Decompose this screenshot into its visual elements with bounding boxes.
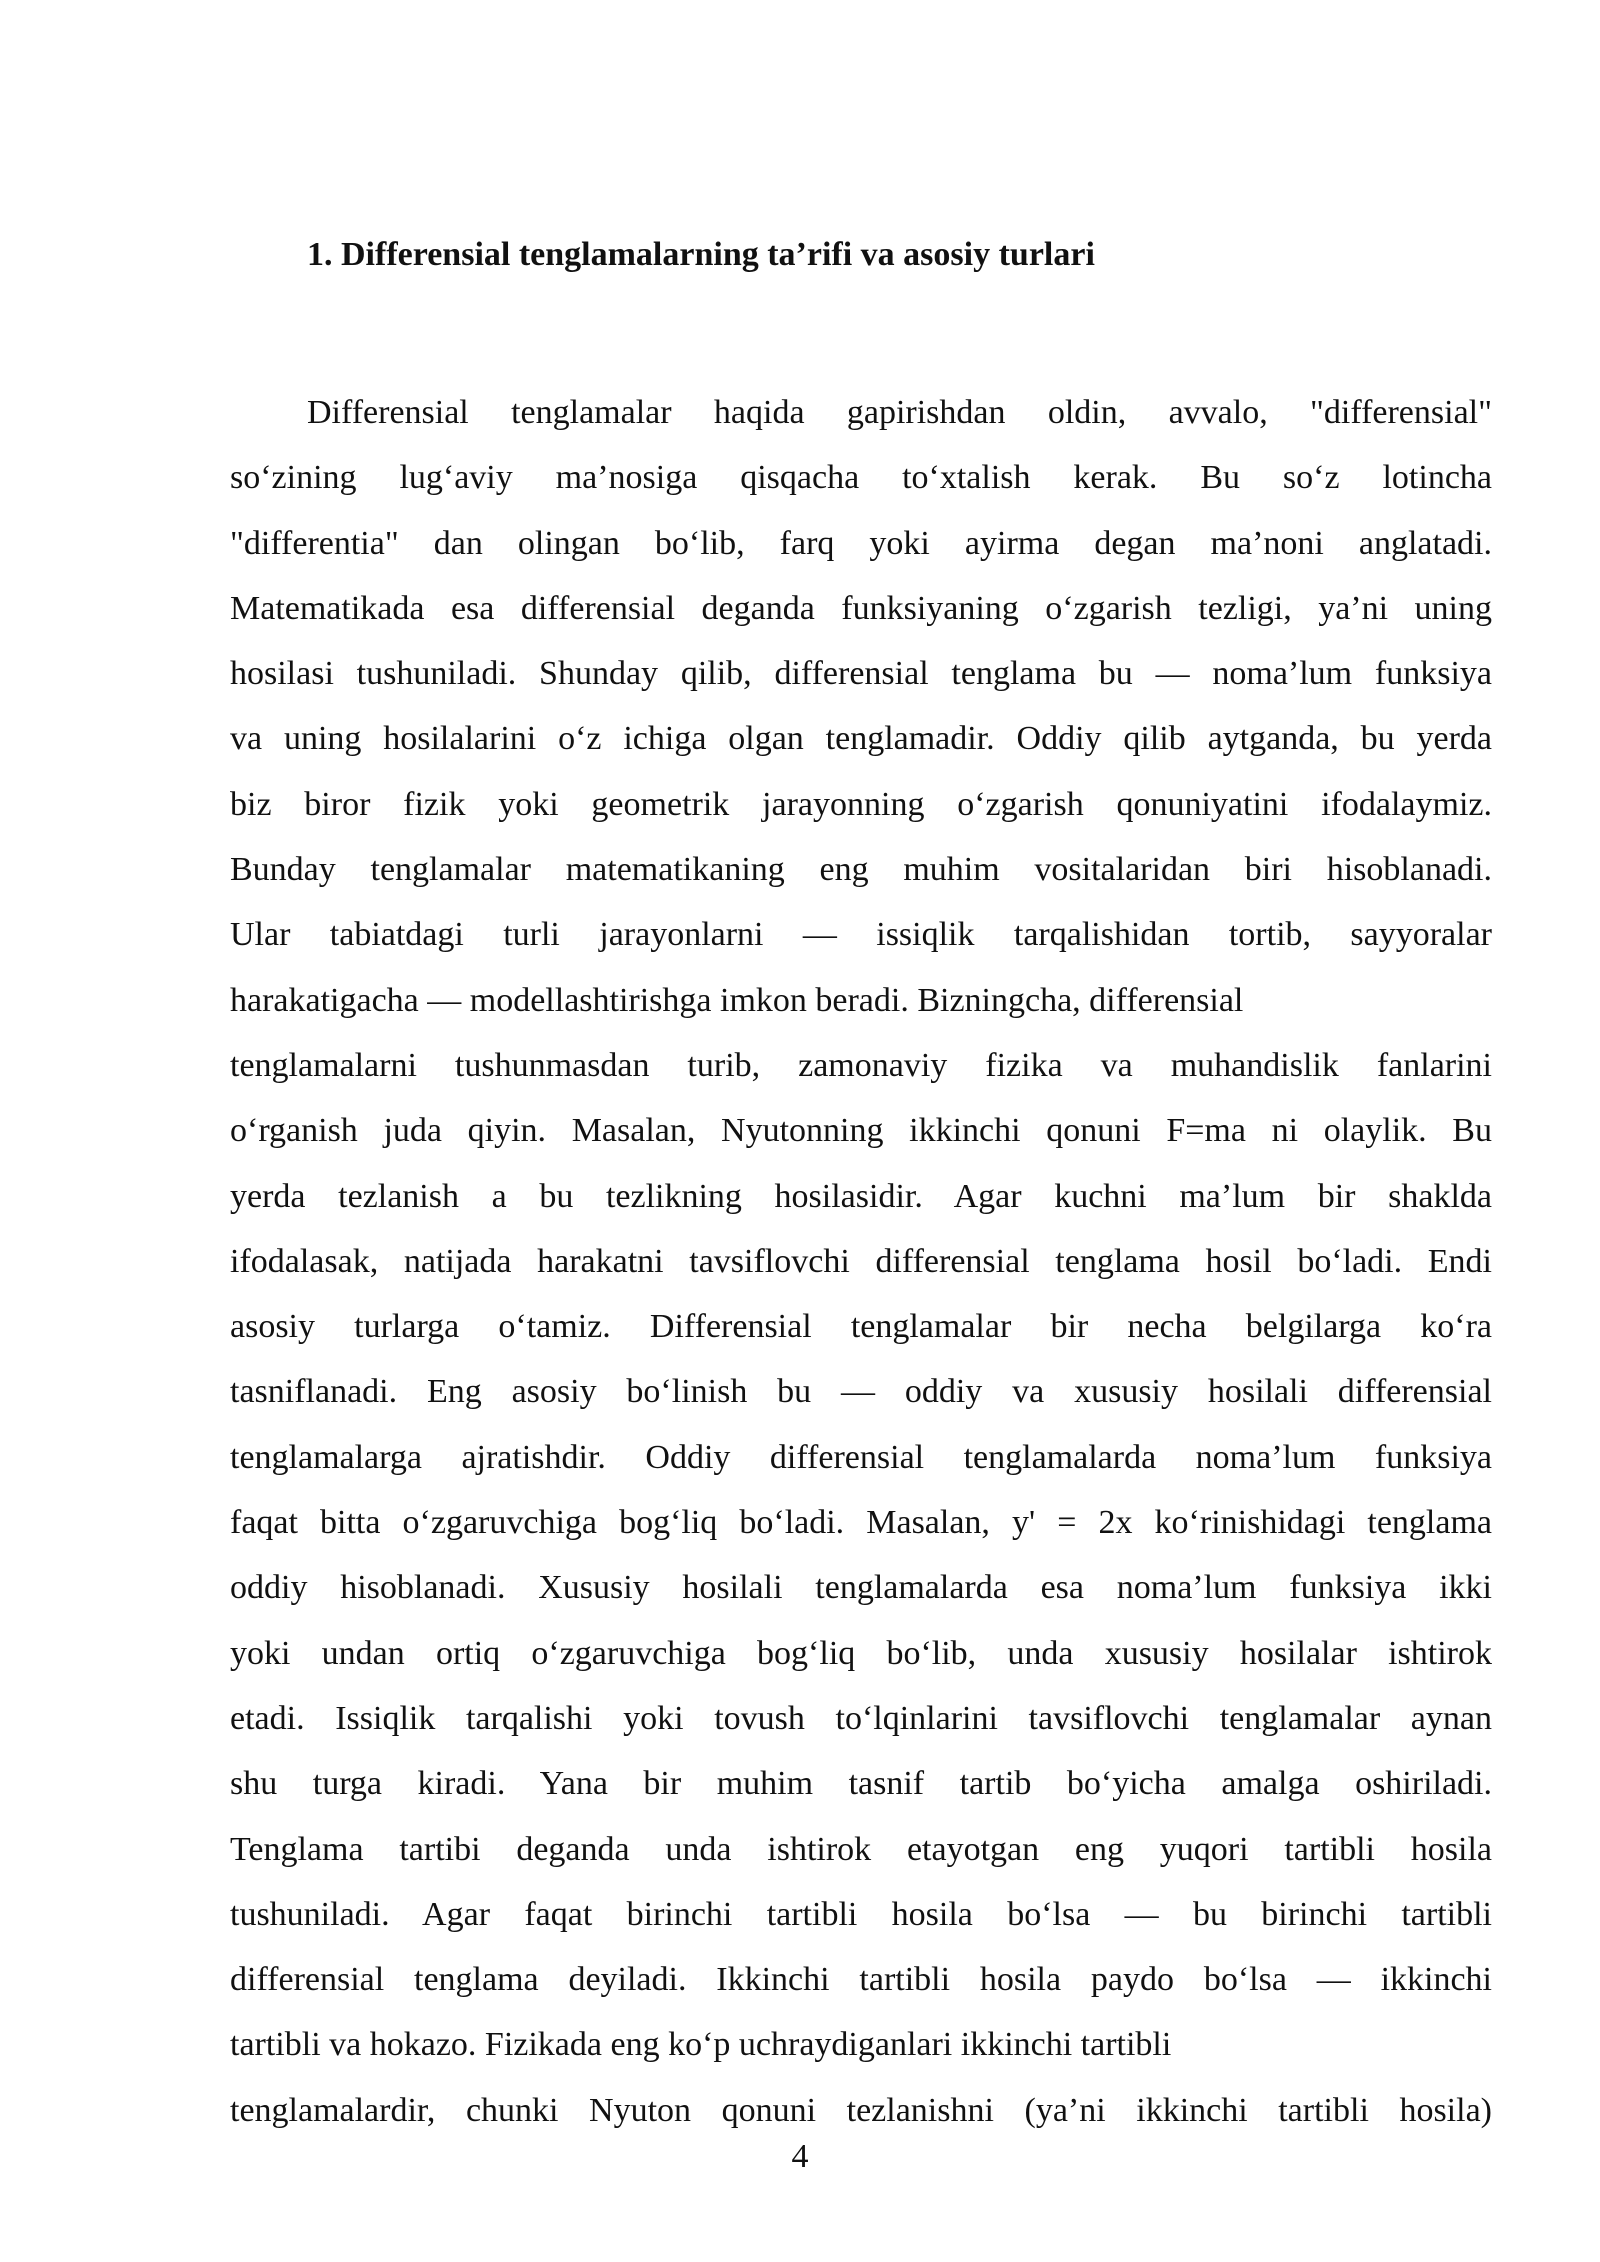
paragraph-line: yoki undan ortiq o‘zgaruvchiga bog‘liq bo‘lib, unda xususiy hosilalar ishtirok xyxy=(230,1634,1492,1672)
paragraph-line: tenglamalardir, chunki Nyuton qonuni tezlanishni (ya’ni ikkinchi tartibli hosila) xyxy=(230,2091,1492,2129)
paragraph-line: Differensial tenglamalar haqida gapirishdan oldin, avvalo, "differensial" xyxy=(307,394,1492,431)
paragraph-line: Matematikada esa differensial deganda funksiyaning o‘zgarish tezligi, ya’ni uning xyxy=(230,589,1492,627)
paragraph-line: biz biror fizik yoki geometrik jarayonning o‘zgarish qonuniyatini ifodalaymiz. xyxy=(230,785,1492,823)
paragraph-line: oddiy hisoblanadi. Xususiy hosilali tenglamalarda esa noma’lum funksiya ikki xyxy=(230,1569,1492,1607)
paragraph-line: harakatigacha — modellashtirishga imkon beradi. Bizningcha, differensial xyxy=(230,981,1244,1019)
paragraph-line: etadi. Issiqlik tarqalishi yoki tovush to‘lqinlarini tavsiflovchi tenglamalar aynan xyxy=(230,1699,1492,1737)
paragraph-line: shu turga kiradi. Yana bir muhim tasnif tartib bo‘yicha amalga oshiriladi. xyxy=(230,1765,1492,1803)
paragraph-line: o‘rganish juda qiyin. Masalan, Nyutonning ikkinchi qonuni F=ma ni olaylik. Bu xyxy=(230,1112,1492,1150)
paragraph-line: so‘zining lug‘aviy ma’nosiga qisqacha to‘xtalish kerak. Bu so‘z lotincha xyxy=(230,459,1492,497)
paragraph-line: "differentia" dan olingan bo‘lib, farq yoki ayirma degan ma’noni anglatadi. xyxy=(230,524,1492,562)
paragraph-line: tenglamalarni tushunmasdan turib, zamonaviy fizika va muhandislik fanlarini xyxy=(230,1046,1492,1084)
paragraph-line: tushuniladi. Agar faqat birinchi tartibli hosila bo‘lsa — bu birinchi tartibli xyxy=(230,1895,1492,1933)
paragraph-line: asosiy turlarga o‘tamiz. Differensial tenglamalar bir necha belgilarga ko‘ra xyxy=(230,1308,1492,1346)
body-paragraph xyxy=(230,380,1492,2143)
section-heading: 1. Differensial tenglamalarning ta’rifi va asosiy turlari xyxy=(307,236,1095,273)
paragraph-line: Ular tabiatdagi turli jarayonlarni — issiqlik tarqalishidan tortib, sayyoralar xyxy=(230,916,1492,954)
paragraph-line: differensial tenglama deyiladi. Ikkinchi tartibli hosila paydo bo‘lsa — ikkinchi xyxy=(230,1961,1492,1999)
paragraph-line: Bunday tenglamalar matematikaning eng muhim vositalaridan biri hisoblanadi. xyxy=(230,851,1492,889)
paragraph-line: tartibli va hokazo. Fizikada eng ko‘p uchraydiganlari ikkinchi tartibli xyxy=(230,2026,1172,2064)
paragraph-line: tenglamalarga ajratishdir. Oddiy differensial tenglamalarda noma’lum funksiya xyxy=(230,1438,1492,1476)
paragraph-line: Tenglama tartibi deganda unda ishtirok etayotgan eng yuqori tartibli hosila xyxy=(230,1830,1492,1868)
paragraph-line: hosilasi tushuniladi. Shunday qilib, differensial tenglama bu — noma’lum funksiya xyxy=(230,655,1492,693)
paragraph-line: va uning hosilalarini o‘z ichiga olgan tenglamadir. Oddiy qilib aytganda, bu yerda xyxy=(230,720,1492,758)
paragraph-line: tasniflanadi. Eng asosiy bo‘linish bu — oddiy va xususiy hosilali differensial xyxy=(230,1373,1492,1411)
paragraph-line: faqat bitta o‘zgaruvchiga bog‘liq bo‘ladi. Masalan, y' = 2x ko‘rinishidagi tenglama xyxy=(230,1504,1492,1542)
paragraph-line: ifodalasak, natijada harakatni tavsiflovchi differensial tenglama hosil bo‘ladi. Endi xyxy=(230,1242,1492,1280)
paragraph-line: yerda tezlanish a bu tezlikning hosilasidir. Agar kuchni ma’lum bir shaklda xyxy=(230,1177,1492,1215)
page-number: 4 xyxy=(791,2138,809,2175)
